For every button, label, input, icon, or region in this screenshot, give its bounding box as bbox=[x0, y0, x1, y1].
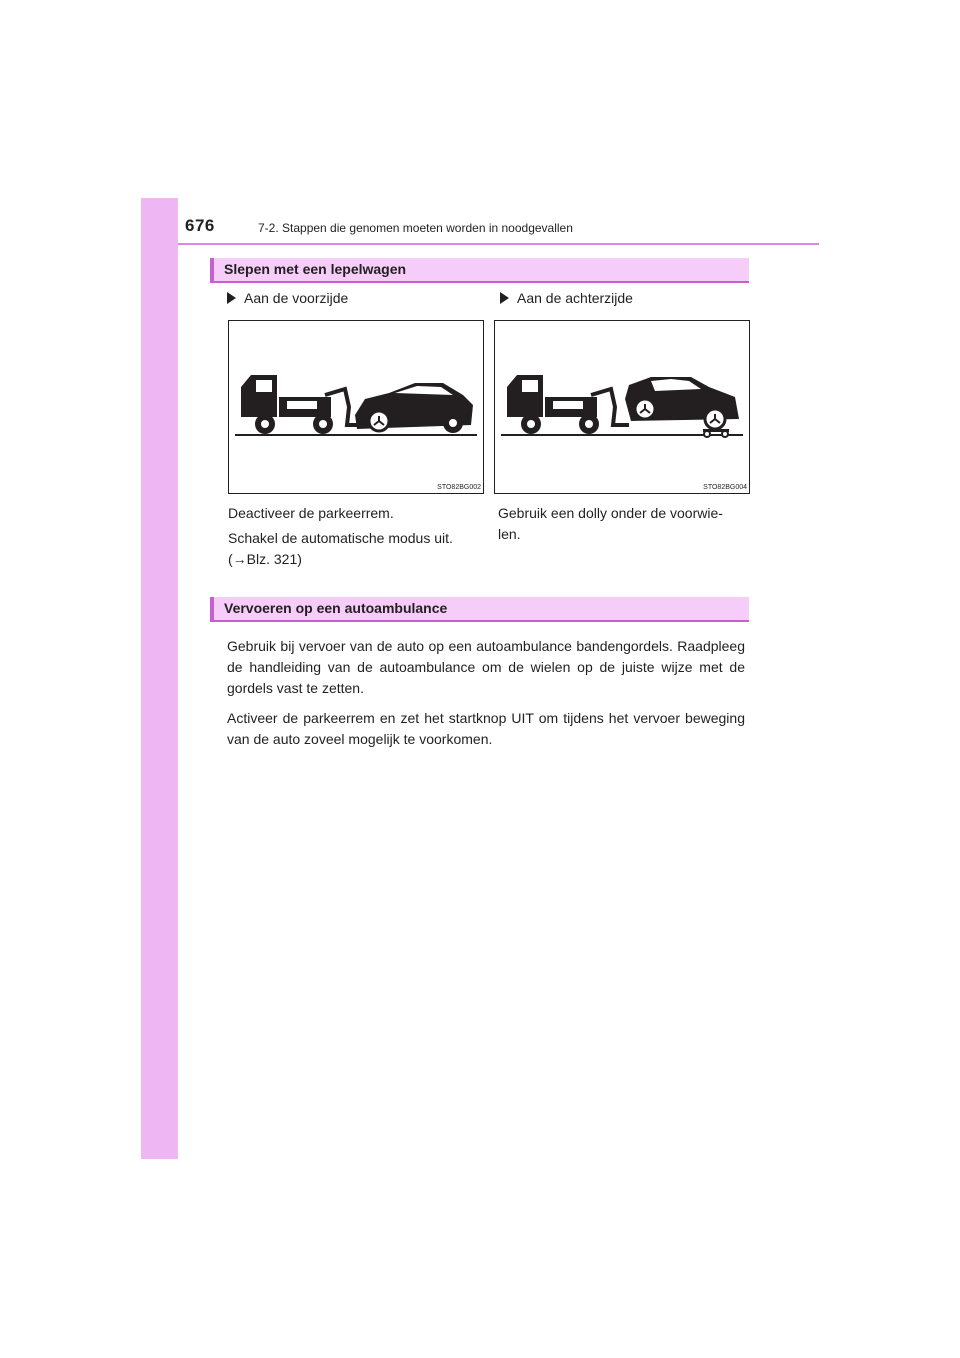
figure-code: STO82BG002 bbox=[437, 484, 481, 491]
section-heading-car-transporter bbox=[210, 597, 749, 622]
arrow-icon bbox=[500, 292, 509, 304]
section-heading-text: Slepen met een lepelwagen bbox=[224, 261, 407, 277]
front-instruction-2: Schakel de automatische modus uit. bbox=[228, 530, 453, 546]
chapter-sidebar-tab bbox=[141, 198, 178, 1159]
front-instruction-reference: (→Blz. 321) bbox=[228, 551, 302, 567]
column-heading-text: Aan de achterzijde bbox=[517, 290, 633, 306]
illustration-rear-towing bbox=[494, 320, 750, 494]
figure-code: STO82BG004 bbox=[703, 484, 747, 491]
page-number: 676 bbox=[185, 216, 215, 235]
header-divider bbox=[178, 243, 819, 245]
column-heading-text: Aan de voorzijde bbox=[244, 290, 349, 306]
transport-paragraph-1: Gebruik bij vervoer van de auto op een autoambulance bandengordels. Raadpleeg de handleiding van de autoambulance om de wielen op de juiste wijze met de gordels vast te zetten. bbox=[227, 638, 745, 696]
column-heading-front bbox=[227, 290, 348, 306]
rear-instruction-line-1: Gebruik een dolly onder de voorwie- bbox=[498, 505, 723, 521]
illustration-front-towing bbox=[228, 320, 484, 494]
arrow-icon bbox=[227, 292, 236, 304]
chapter-title: 7-2. Stappen die genomen moeten worden in noodgevallen bbox=[258, 221, 573, 235]
front-instruction-1: Deactiveer de parkeerrem. bbox=[228, 505, 394, 521]
rear-instruction-line-2: len. bbox=[498, 526, 521, 542]
column-heading-rear bbox=[500, 290, 633, 306]
section-heading-towing bbox=[210, 258, 749, 283]
tow-truck-rear-lift-dolly-icon bbox=[495, 321, 749, 493]
section-heading-text: Vervoeren op een autoambulance bbox=[224, 600, 448, 616]
tow-truck-front-lift-icon bbox=[229, 321, 483, 493]
transport-paragraph-2: Activeer de parkeerrem en zet het startknop UIT om tijdens het vervoer beweging van de auto zoveel mogelijk te voorkomen. bbox=[227, 710, 745, 747]
